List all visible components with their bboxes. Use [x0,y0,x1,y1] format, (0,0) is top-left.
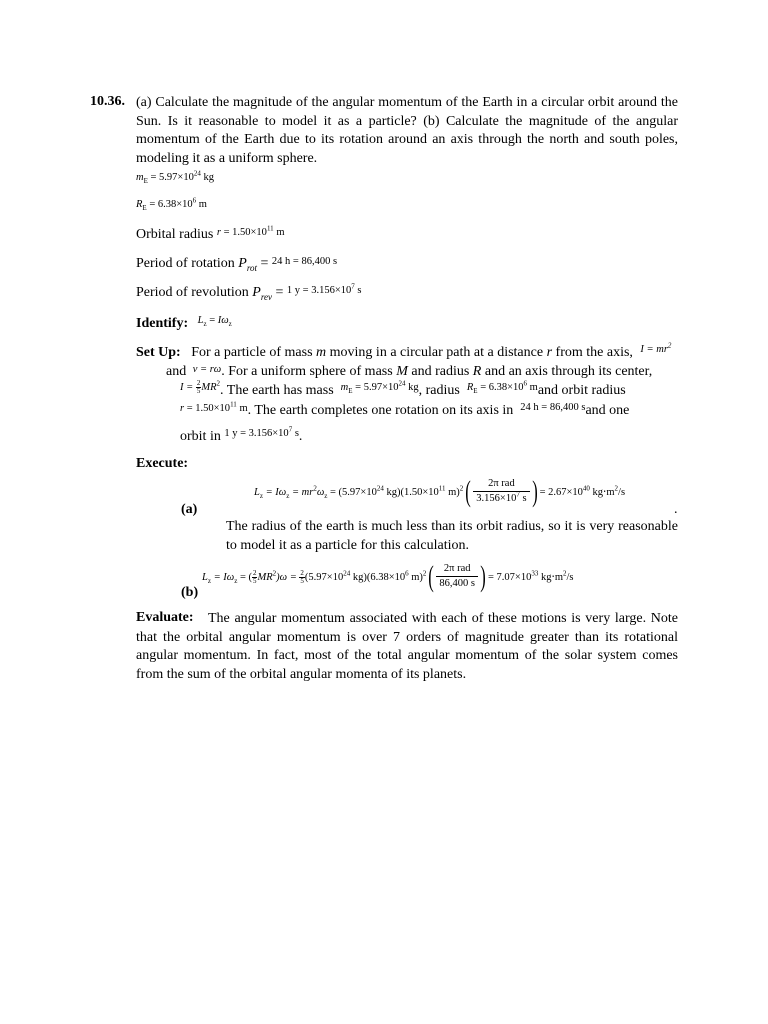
evaluate-label: Evaluate: [136,610,194,625]
identify-section [136,316,232,332]
equation-a-period: . [674,502,678,517]
fraction-b: $\frac{\text{2π rad}}{86,400 s}$ [436,563,478,590]
given-radius: $R_E = 6.38\times 10^6$ m [136,196,207,213]
given-period-rotation: Period of rotation $P_{rot} = ^{24 h = 86,400 s}$ [136,256,338,273]
setup-line-2: and $^{v = r\omega}$. For a uniform sphere of mass M and radius R and an axis through its center, [166,364,653,379]
part-b-label: (b) [181,585,199,600]
identify-equation: Lz = Iωz [197,315,232,329]
setup-line-1: Set Up: For a particle of mass m moving in a circular path at a distance r from the axis, $^{I = mr^2}$ [136,341,672,360]
problem-statement: (a) Calculate the magnitude of the angular momentum of the Earth in a circular orbit around the Sun. Is it reasonable to model it as a particle? (b) Calculate the magnitude of the angular momentum of the Earth due to its rotation around an axis through the north and south poles, modeling it as a uniform sphere. [136,95,678,166]
fraction-a: $\frac{\text{2π rad}}{3.156\times 10^7 s}$ [473,478,529,505]
problem-number: 10.36. [90,94,125,109]
execute-label: Execute: [136,456,189,471]
equation-a: $L_z = I\omega_z = mr^2\omega_z = (5.97\times 10^{24}$ $kg)(1.50\times 10^{11}$ m)$^2$( $\frac{\text{2π rad}}{3.156\times 10^7 s}$ ) = $2.67\times 10^{40}$ $kg\cdot m^2/s$ [254,474,626,508]
evaluate-text: The angular momentum associated with each of these motions is very large. Note that the orbital angular momentum is over 7 orders of magnitude greater than its rotational angular momentum. In fact, most of the total angular momentum of the solar system comes from the sum of the orbital angular momenta of its planets. [136,611,678,682]
part-a-label: (a) [181,502,198,517]
given-mass: $m_E = 5.97\times 10^{24}$ kg [136,169,214,186]
setup-label: Set Up: [136,345,181,360]
given-orbital-radius: Orbital radius $^{r = 1.50\times 10^{11} m}$ [136,224,285,242]
setup-line-3: $^{I = \frac{2}{5} MR^2}$. The earth has mass $^{m_E = 5.97\times 10^{24} kg}$, radius $^{R_E = 6.38\times 10^6 m}$and orbit radius [180,379,626,398]
given-period-revolution: Period of revolution $P_{rev} = ^{1 y = 3.156\times 10^7 s}$ [136,282,362,302]
reasoning-text: The radius of the earth is much less than its orbit radius, so it is very reasonable to model it as a particle for this calculation. [226,519,678,553]
setup-line-4: $^{r = 1.50\times 10^{11} m}$. The earth completes one rotation on its axis in $^{24 h = 86,400 s}$and one [180,400,630,418]
equation-b: $L_z = I\omega_z$ = ( $\frac{2}{5}$ $MR^2)\omega$ = $\frac{2}{5}$ ($5.97\times 10^{24}$ $kg)(6.38\times 10^6$ m)$^2$( $\frac{\text{2π rad}}{86,400 s}$ ) = $7.07\times 10^{33}$ $kg\cdot m^2/s$ [202,559,574,593]
setup-line-5: orbit in $^{1 y = 3.156\times 10^7 s}$. [180,425,303,444]
identify-label: Identify: [136,316,189,331]
